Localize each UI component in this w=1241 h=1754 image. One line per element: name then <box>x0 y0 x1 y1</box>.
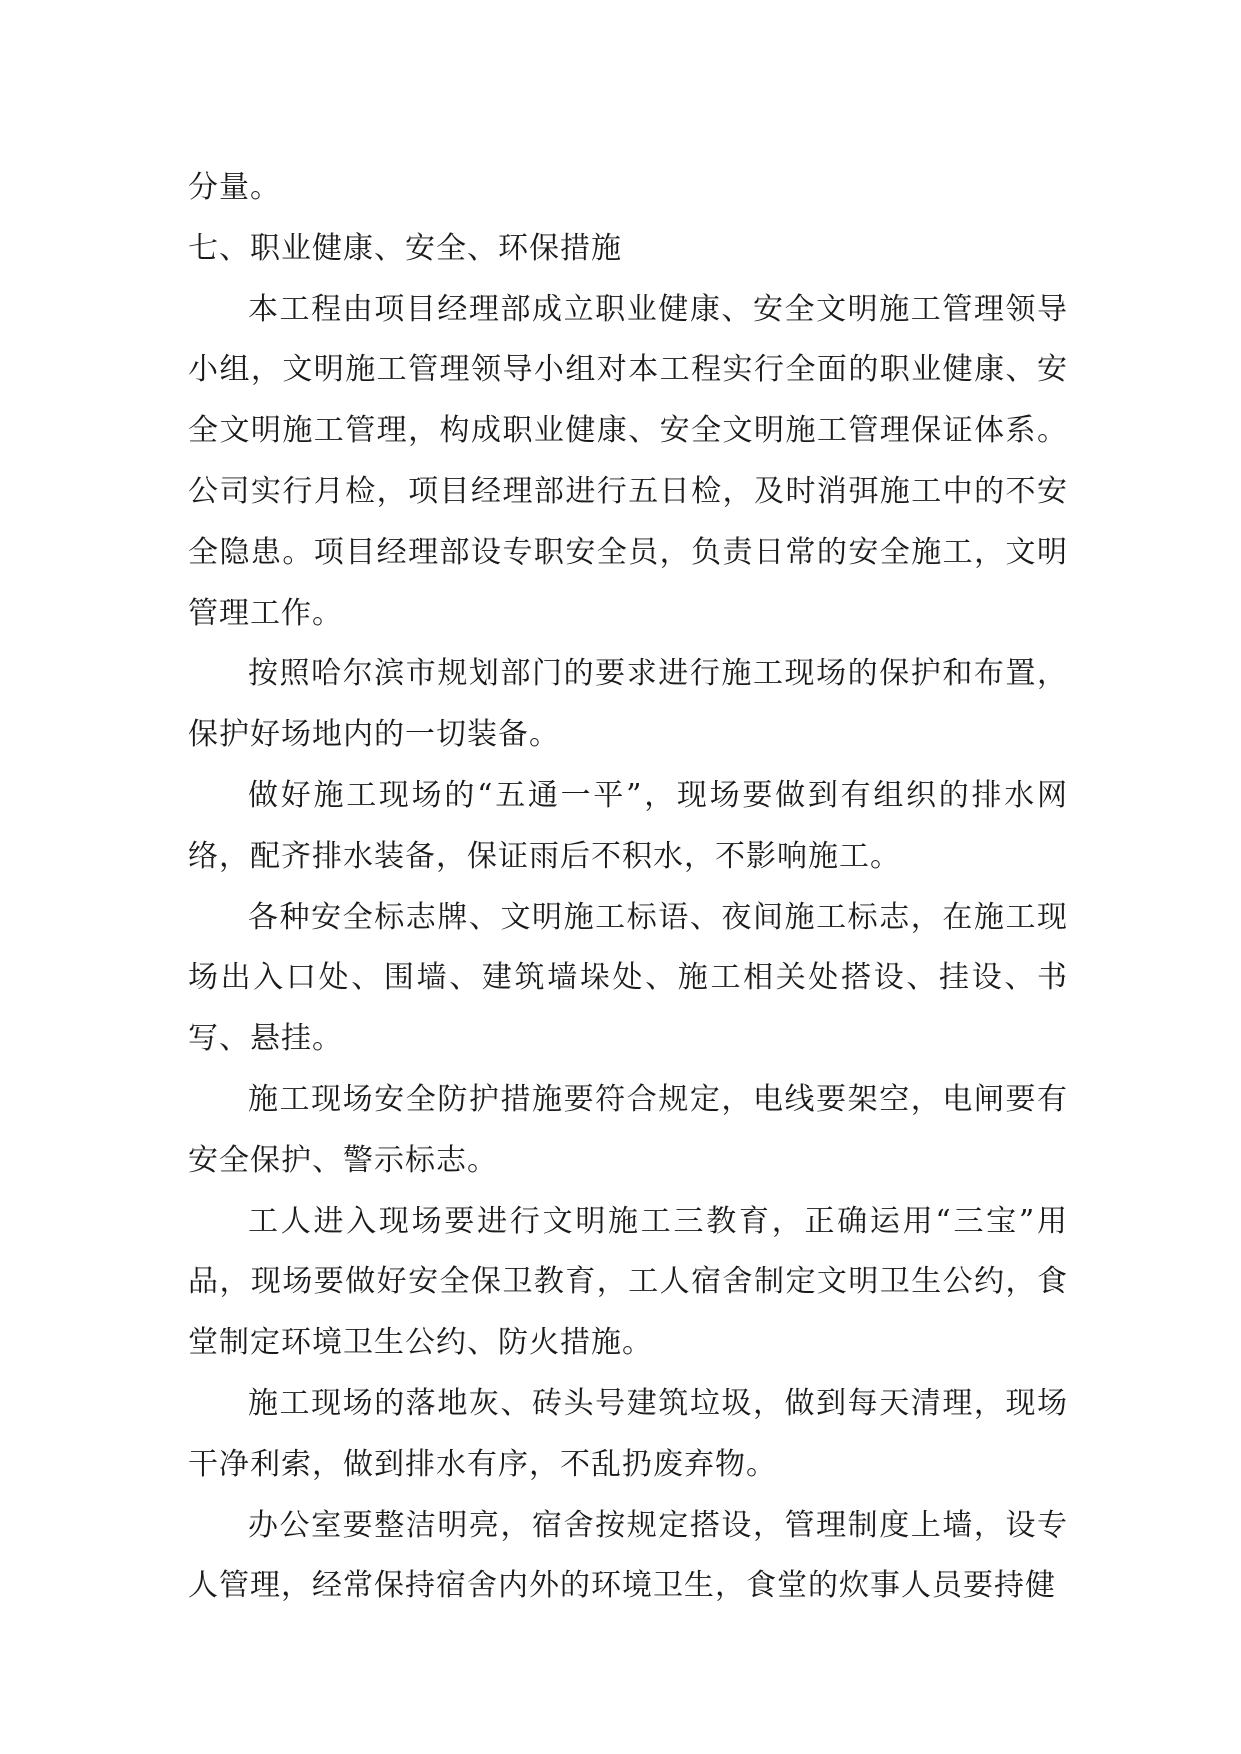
paragraph-office-dormitory: 办公室要整洁明亮，宿舍按规定搭设，管理制度上墙，设专人管理，经常保持宿舍内外的环境卫生，食堂的炊事人员要持健 <box>188 1507 1068 1604</box>
paragraph-site-protection: 按照哈尔滨市规划部门的要求进行施工现场的保护和布置，保护好场地内的一切装备。 <box>188 656 1068 753</box>
paragraph-signage: 各种安全标志牌、文明施工标语、夜间施工标志，在施工现场出入口处、围墙、建筑墙垛处、施工相关处搭设、挂设、书写、悬挂。 <box>188 899 1068 1057</box>
paragraph-worker-education: 工人进入现场要进行文明施工三教育，正确运用“三宝”用品，现场要做好安全保卫教育，工人宿舍制定文明卫生公约，食堂制定环境卫生公约、防火措施。 <box>188 1203 1068 1361</box>
paragraph-safety-protection: 施工现场安全防护措施要符合规定，电线要架空，电闸要有安全保护、警示标志。 <box>188 1081 1068 1178</box>
paragraph-continuation: 分量。 <box>188 170 281 205</box>
paragraph-drainage: 做好施工现场的“五通一平”，现场要做到有组织的排水网络，配齐排水装备，保证雨后不积水，不影响施工。 <box>188 777 1068 874</box>
paragraph-management-team: 本工程由项目经理部成立职业健康、安全文明施工管理领导小组，文明施工管理领导小组对本工程实行全面的职业健康、安全文明施工管理，构成职业健康、安全文明施工管理保证体系。公司实行月检，项目经理部进行五日检，及时消弭施工中的不安全隐患。项目经理部设专职安全员，负责日常的安全施工，文明管理工作。 <box>188 291 1068 631</box>
section-heading: 七、职业健康、安全、环保措施 <box>188 230 622 266</box>
paragraph-site-cleaning: 施工现场的落地灰、砖头号建筑垃圾，做到每天清理，现场干净利索，做到排水有序，不乱扔废弃物。 <box>188 1385 1068 1482</box>
document-body <box>188 158 1068 1617</box>
